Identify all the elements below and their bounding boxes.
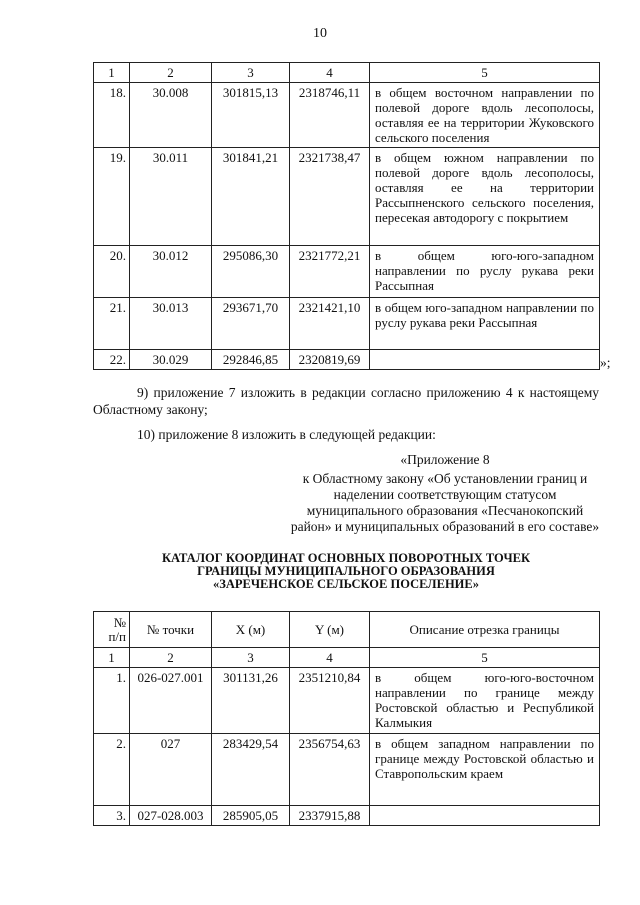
y-coordinate: 2351210,84 <box>290 668 370 734</box>
point-number: 30.013 <box>130 298 212 350</box>
column-number-row <box>94 63 600 83</box>
segment-description <box>370 350 600 370</box>
column-number: 3 <box>212 648 290 668</box>
x-coordinate: 295086,30 <box>212 246 290 298</box>
table-row <box>94 734 600 806</box>
catalog-title <box>93 552 599 591</box>
column-number-row <box>94 648 600 668</box>
y-coordinate: 2321421,10 <box>290 298 370 350</box>
y-coordinate: 2356754,63 <box>290 734 370 806</box>
column-header-y: Y (м) <box>290 612 370 648</box>
catalog-title-line: ГРАНИЦЫ МУНИЦИПАЛЬНОГО ОБРАЗОВАНИЯ <box>197 564 495 578</box>
segment-description <box>370 806 600 826</box>
row-number: 2. <box>94 734 130 806</box>
column-number: 3 <box>212 63 290 83</box>
x-coordinate: 301131,26 <box>212 668 290 734</box>
coordinates-table <box>93 611 600 826</box>
column-header-description: Описание отрезка границы <box>370 612 600 648</box>
table-row <box>94 148 600 246</box>
column-number: 2 <box>130 63 212 83</box>
column-header-number-line2: п/п <box>108 628 126 644</box>
row-number: 1. <box>94 668 130 734</box>
closing-quote: »; <box>600 355 611 370</box>
row-number: 22. <box>94 350 130 370</box>
column-number: 4 <box>290 63 370 83</box>
segment-description: в общем юго-западном направлении по руслу рукава реки Рассыпная <box>370 298 600 350</box>
column-number: 4 <box>290 648 370 668</box>
point-number: 30.011 <box>130 148 212 246</box>
page-number: 10 <box>313 26 327 41</box>
x-coordinate: 301815,13 <box>212 83 290 148</box>
y-coordinate: 2321738,47 <box>290 148 370 246</box>
row-number: 18. <box>94 83 130 148</box>
column-number: 2 <box>130 648 212 668</box>
x-coordinate: 293671,70 <box>212 298 290 350</box>
table-row <box>94 806 600 826</box>
table-header-row <box>94 612 600 648</box>
x-coordinate: 301841,21 <box>212 148 290 246</box>
y-coordinate: 2321772,21 <box>290 246 370 298</box>
column-header-number <box>94 612 130 648</box>
table-row <box>94 350 600 370</box>
y-coordinate: 2320819,69 <box>290 350 370 370</box>
table-row <box>94 668 600 734</box>
column-number: 1 <box>94 63 130 83</box>
row-number: 3. <box>94 806 130 826</box>
point-number: 30.012 <box>130 246 212 298</box>
point-number: 027 <box>130 734 212 806</box>
x-coordinate: 283429,54 <box>212 734 290 806</box>
row-number: 20. <box>94 246 130 298</box>
segment-description: в общем восточном направлении по полевой дороге вдоль лесополосы, оставляя ее на территории Жуковского сельского поселения <box>370 83 600 148</box>
appendix-title: «Приложение 8 <box>400 452 490 467</box>
point-number: 30.008 <box>130 83 212 148</box>
segment-description: в общем юго-юго-восточном направлении по границе между Ростовской областью и Республикой Калмыкия <box>370 668 600 734</box>
row-number: 21. <box>94 298 130 350</box>
appendix-caption: к Областному закону «Об установлении границ и наделении соответствующим статусом муниципального образования «Песчанокопский район» и муниципальных образований в его составе» <box>290 471 600 534</box>
paragraph-10: 10) приложение 8 изложить в следующей редакции: <box>137 427 436 442</box>
segment-description: в общем западном направлении по границе между Ростовской областью и Ставропольским краем <box>370 734 600 806</box>
segment-description: в общем южном направлении по полевой дороге вдоль лесополосы, оставляя ее на территории Рассыпненского сельского поселения, пересекая автодорогу с покрытием <box>370 148 600 246</box>
point-number: 30.029 <box>130 350 212 370</box>
point-number: 027-028.003 <box>130 806 212 826</box>
catalog-title-line: КАТАЛОГ КООРДИНАТ ОСНОВНЫХ ПОВОРОТНЫХ ТОЧЕК <box>161 551 531 565</box>
coordinates-table-continued <box>93 62 600 370</box>
table-row <box>94 246 600 298</box>
column-number: 1 <box>94 648 130 668</box>
column-number: 5 <box>370 648 600 668</box>
point-number: 026-027.001 <box>130 668 212 734</box>
y-coordinate: 2337915,88 <box>290 806 370 826</box>
y-coordinate: 2318746,11 <box>290 83 370 148</box>
column-header-x: X (м) <box>212 612 290 648</box>
table-row <box>94 83 600 148</box>
x-coordinate: 285905,05 <box>212 806 290 826</box>
column-number: 5 <box>370 63 600 83</box>
column-header-number-line1: № <box>113 614 126 630</box>
table-row <box>94 298 600 350</box>
catalog-title-line: «ЗАРЕЧЕНСКОЕ СЕЛЬСКОЕ ПОСЕЛЕНИЕ» <box>213 577 479 591</box>
row-number: 19. <box>94 148 130 246</box>
x-coordinate: 292846,85 <box>212 350 290 370</box>
paragraph-9: 9) приложение 7 изложить в редакции согласно приложению 4 к настоящему Областному закону; <box>93 385 599 417</box>
column-header-point: № точки <box>130 612 212 648</box>
segment-description: в общем юго-юго-западном направлении по руслу рукава реки Рассыпная <box>370 246 600 298</box>
